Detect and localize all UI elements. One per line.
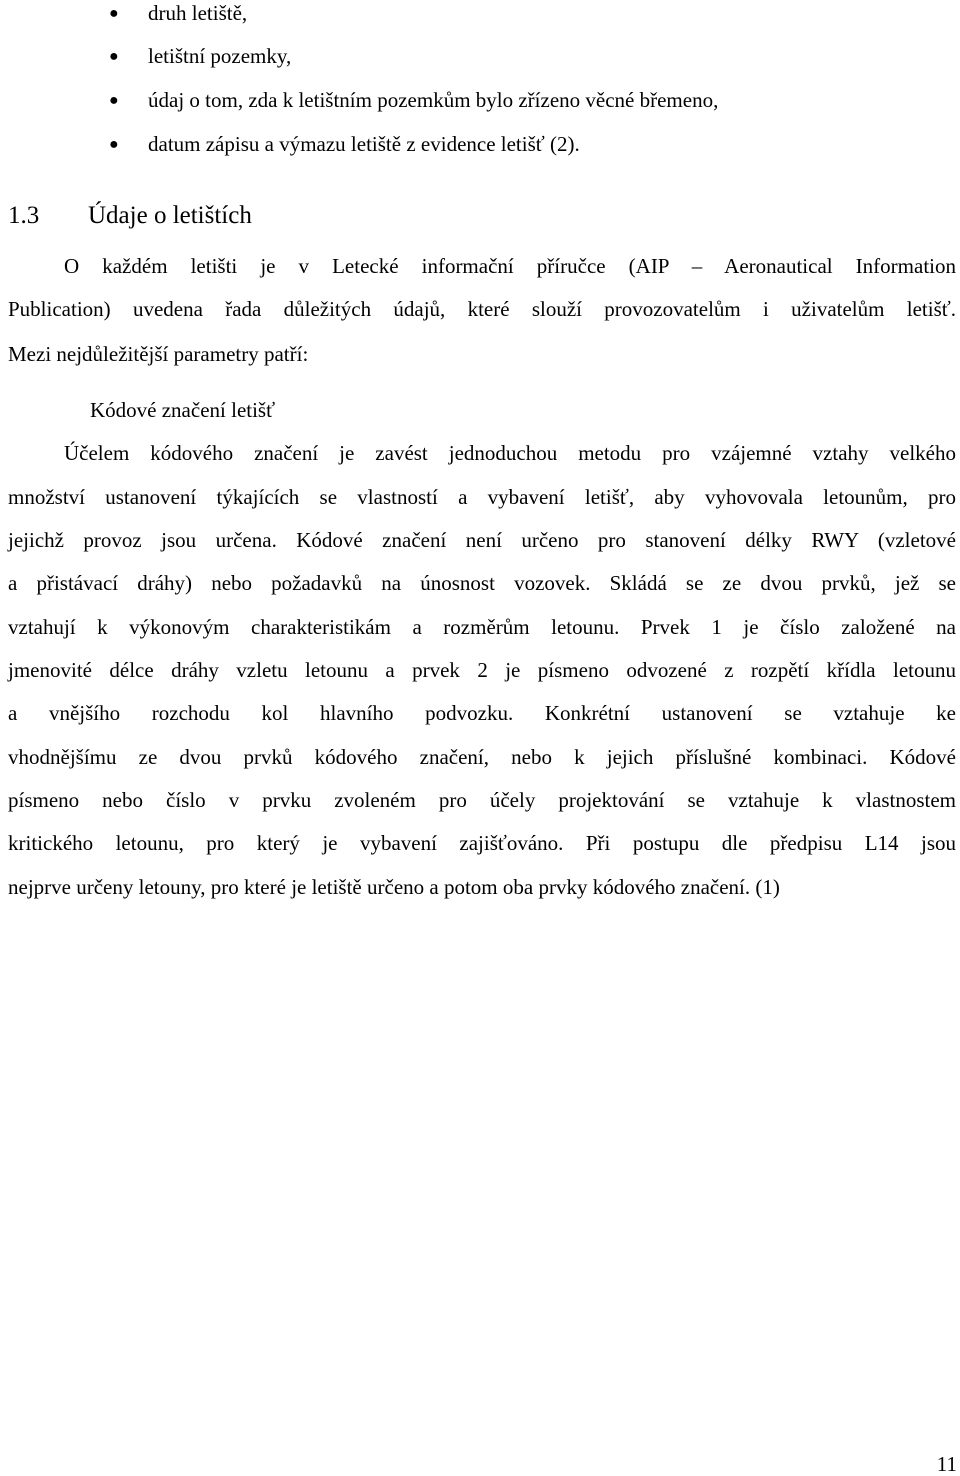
bullet-icon: ● [109, 136, 119, 153]
subheading: Kódové značení letišť [90, 398, 276, 422]
list-item [109, 0, 248, 26]
section-title: Údaje o letištích [88, 202, 252, 229]
paragraph-line: a vnějšího rozchodu kol hlavního podvozku. Konkrétní ustanovení se vztahuje ke [8, 701, 956, 725]
section-number: 1.3 [8, 202, 40, 229]
paragraph-line: písmeno nebo číslo v prvku zvoleném pro účely projektování se vztahuje k vlastnostem [8, 788, 956, 812]
list-item [109, 87, 719, 113]
bullet-icon: ● [109, 92, 119, 109]
list-item-text: letištní pozemky, [148, 44, 292, 68]
paragraph-line: vhodnějšímu ze dvou prvků kódového značení, nebo k jejich příslušné kombinaci. Kódové [8, 745, 956, 769]
paragraph-line: O každém letišti je v Letecké informační příručce (AIP – Aeronautical Information [64, 254, 956, 278]
list-item [109, 131, 580, 157]
paragraph-line: a přistávací dráhy) nebo požadavků na únosnost vozovek. Skládá se ze dvou prvků, jež se [8, 571, 956, 595]
paragraph-line: Publication) uvedena řada důležitých údajů, které slouží provozovatelům i uživatelům letišť. [8, 297, 956, 321]
list-item-text: druh letiště, [148, 1, 248, 25]
bullet-icon: ● [109, 5, 119, 22]
paragraph-line: Mezi nejdůležitější parametry patří: [8, 342, 309, 366]
list-item-text: údaj o tom, zda k letištním pozemkům bylo zřízeno věcné břemeno, [148, 88, 719, 112]
bullet-icon: ● [109, 48, 119, 65]
paragraph-line: nejprve určeny letouny, pro které je letiště určeno a potom oba prvky kódového značení. (1) [8, 875, 780, 899]
paragraph-line: Účelem kódového značení je zavést jednoduchou metodu pro vzájemné vztahy velkého [64, 441, 956, 465]
list-item-text: datum zápisu a výmazu letiště z evidence letišť (2). [148, 132, 580, 156]
list-item [109, 43, 292, 69]
paragraph-line: vztahují k výkonovým charakteristikám a rozměrům letounu. Prvek 1 je číslo založené na [8, 615, 956, 639]
paragraph-line: množství ustanovení týkajících se vlastností a vybavení letišť, aby vyhovovala letounům, pro [8, 485, 956, 509]
page-number: 11 [936, 1452, 957, 1476]
section-heading [8, 200, 252, 232]
paragraph-line: kritického letounu, pro který je vybavení zajišťováno. Při postupu dle předpisu L14 jsou [8, 831, 956, 855]
paragraph-line: jmenovité délce dráhy vzletu letounu a prvek 2 je písmeno odvozené z rozpětí křídla letounu [8, 658, 956, 682]
paragraph-line: jejichž provoz jsou určena. Kódové značení není určeno pro stanovení délky RWY (vzletové [8, 528, 956, 552]
